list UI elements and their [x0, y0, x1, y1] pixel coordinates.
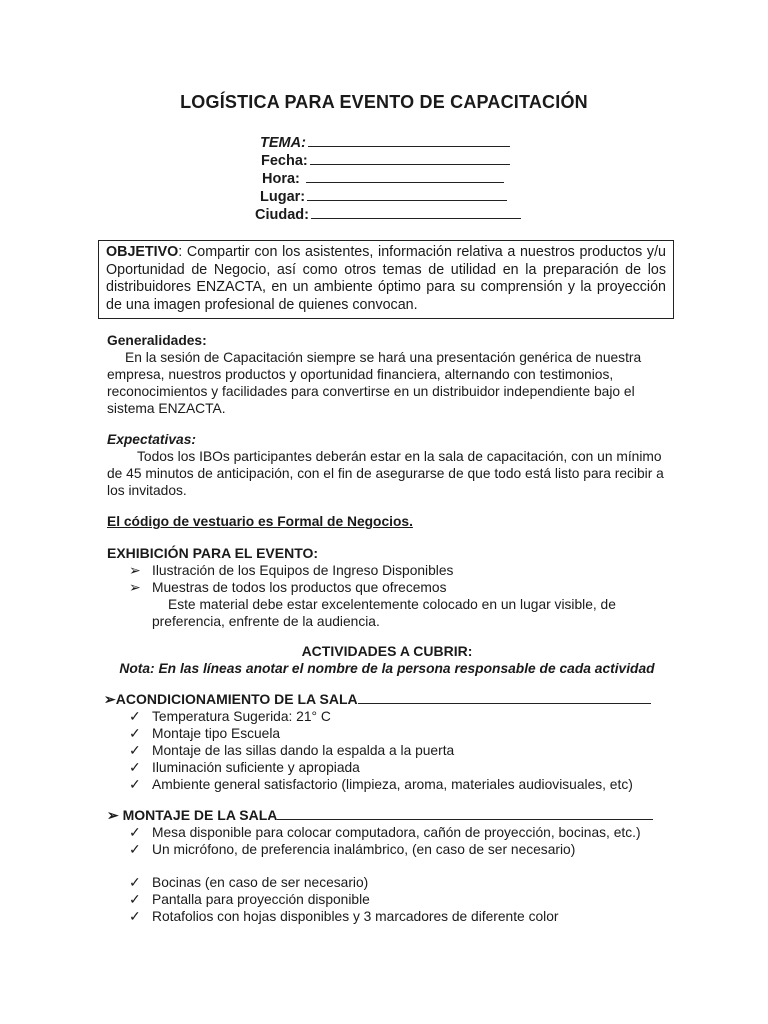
- arrow-bullet-icon: ➢: [107, 807, 119, 823]
- field-lugar: [250, 187, 550, 205]
- list-item-text: Montaje tipo Escuela: [152, 726, 281, 741]
- field-hora: [250, 169, 550, 187]
- check-icon: ✓: [129, 760, 141, 775]
- list-item-text: Pantalla para proyección disponible: [152, 892, 370, 907]
- dress-code-text: El código de vestuario es Formal de Negocios.: [107, 514, 413, 529]
- blank-line: [306, 169, 504, 183]
- list-item-text: Mesa disponible para colocar computadora, cañón de proyección, bocinas, etc.): [152, 825, 641, 840]
- expectativas-section: [107, 431, 667, 499]
- actividades-note: Nota: En las líneas anotar el nombre de la persona responsable de cada actividad: [119, 661, 655, 676]
- list-item: [107, 708, 664, 725]
- list-item: [107, 841, 667, 858]
- exhibicion-section: [107, 545, 667, 630]
- montaje-heading: [107, 807, 667, 824]
- list-item: [107, 776, 664, 793]
- check-icon: ✓: [129, 743, 141, 758]
- objective-label: OBJETIVO: [106, 244, 179, 260]
- exhibicion-note: Este material debe estar excelentemente colocado en un lugar visible, de preferencia, enfrente de la audiencia.: [152, 597, 616, 629]
- montaje-list-a: [107, 824, 667, 858]
- blank-line: [308, 133, 510, 147]
- blank-line: [311, 205, 521, 219]
- list-item: [107, 579, 667, 596]
- montaje-section: [107, 807, 667, 925]
- expectativas-heading: Expectativas:: [107, 432, 196, 447]
- list-item: [107, 725, 664, 742]
- dress-code-section: [107, 513, 667, 530]
- exhibicion-heading: EXHIBICIÓN PARA EL EVENTO:: [107, 545, 319, 561]
- list-item-text: Iluminación suficiente y apropiada: [152, 760, 360, 775]
- acondicionamiento-list: [107, 708, 664, 793]
- list-item: [107, 742, 664, 759]
- generalidades-heading: Generalidades:: [107, 333, 207, 348]
- heading-text: MONTAJE DE LA SALA: [122, 807, 278, 823]
- blank-line: [307, 187, 507, 201]
- list-item: [107, 759, 664, 776]
- field-label: TEMA:: [260, 135, 306, 151]
- field-fecha: [250, 151, 550, 169]
- arrow-bullet-icon: ➢: [129, 563, 141, 578]
- document-title: LOGÍSTICA PARA EVENTO DE CAPACITACIÓN: [180, 92, 588, 112]
- expectativas-text: Todos los IBOs participantes deberán estar en la sala de capacitación, con un mínimo de 45 minutos de anticipación, con el fin de asegurarse de que todo está listo para recibir a los invitados.: [107, 449, 664, 498]
- list-item-text: Ilustración de los Equipos de Ingreso Disponibles: [152, 563, 454, 578]
- check-icon: ✓: [129, 825, 141, 840]
- check-icon: ✓: [129, 875, 141, 890]
- check-icon: ✓: [129, 726, 141, 741]
- blank-line: [277, 807, 653, 820]
- list-item-text: Montaje de las sillas dando la espalda a la puerta: [152, 743, 455, 758]
- list-item: [107, 824, 667, 841]
- list-item-text: Ambiente general satisfactorio (limpieza, aroma, materiales audiovisuales, etc): [152, 777, 633, 792]
- list-item-text: Rotafolios con hojas disponibles y 3 marcadores de diferente color: [152, 909, 559, 924]
- exhibicion-list: [107, 562, 667, 596]
- field-label: Fecha:: [261, 153, 308, 169]
- check-icon: ✓: [129, 842, 141, 857]
- list-item: [107, 908, 667, 925]
- generalidades-section: [107, 332, 667, 417]
- arrow-bullet-icon: ➢: [104, 691, 116, 707]
- field-label: Ciudad:: [255, 207, 309, 223]
- field-label: Hora:: [262, 171, 300, 187]
- blank-line: [310, 151, 510, 165]
- acondicionamiento-section: [104, 691, 664, 793]
- field-ciudad: [250, 205, 550, 223]
- check-icon: ✓: [129, 892, 141, 907]
- field-label: Lugar:: [260, 189, 306, 205]
- generalidades-text: En la sesión de Capacitación siempre se hará una presentación genérica de nuestra empresa, nuestros productos y oportunidad financiera, alternando con testimonios, reconocimientos y facilidades para convertirse en un distribuidor independiente bajo el sistema ENZACTA.: [107, 350, 642, 416]
- check-icon: ✓: [129, 709, 141, 724]
- spacer: [107, 858, 667, 874]
- header-fields: [250, 133, 550, 223]
- arrow-bullet-icon: ➢: [129, 580, 141, 595]
- check-icon: ✓: [129, 909, 141, 924]
- field-tema: [250, 133, 550, 151]
- objective-box: [98, 240, 674, 319]
- actividades-section: [107, 643, 667, 677]
- acondicionamiento-heading: [104, 691, 664, 708]
- list-item: [107, 562, 667, 579]
- list-item-text: Bocinas (en caso de ser necesario): [152, 875, 369, 890]
- objective-text: : Compartir con los asistentes, información relativa a nuestros productos y/u Oportunidad de Negocio, así como otros temas de utilidad en la preparación de los distribuidores ENZACTA, en un ambiente óptimo para su comprensión y la proyección de una imagen profesional de quienes convocan.: [106, 244, 666, 313]
- list-item-text: Temperatura Sugerida: 21° C: [152, 709, 331, 724]
- blank-line: [358, 691, 651, 704]
- list-item-text: Muestras de todos los productos que ofrecemos: [152, 580, 447, 595]
- check-icon: ✓: [129, 777, 141, 792]
- list-item: [107, 874, 667, 891]
- list-item: [107, 891, 667, 908]
- heading-text: ACONDICIONAMIENTO DE LA SALA: [115, 691, 358, 707]
- montaje-list-b: [107, 874, 667, 925]
- list-item-text: Un micrófono, de preferencia inalámbrico, (en caso de ser necesario): [152, 842, 576, 857]
- actividades-heading: ACTIVIDADES A CUBRIR:: [301, 643, 473, 659]
